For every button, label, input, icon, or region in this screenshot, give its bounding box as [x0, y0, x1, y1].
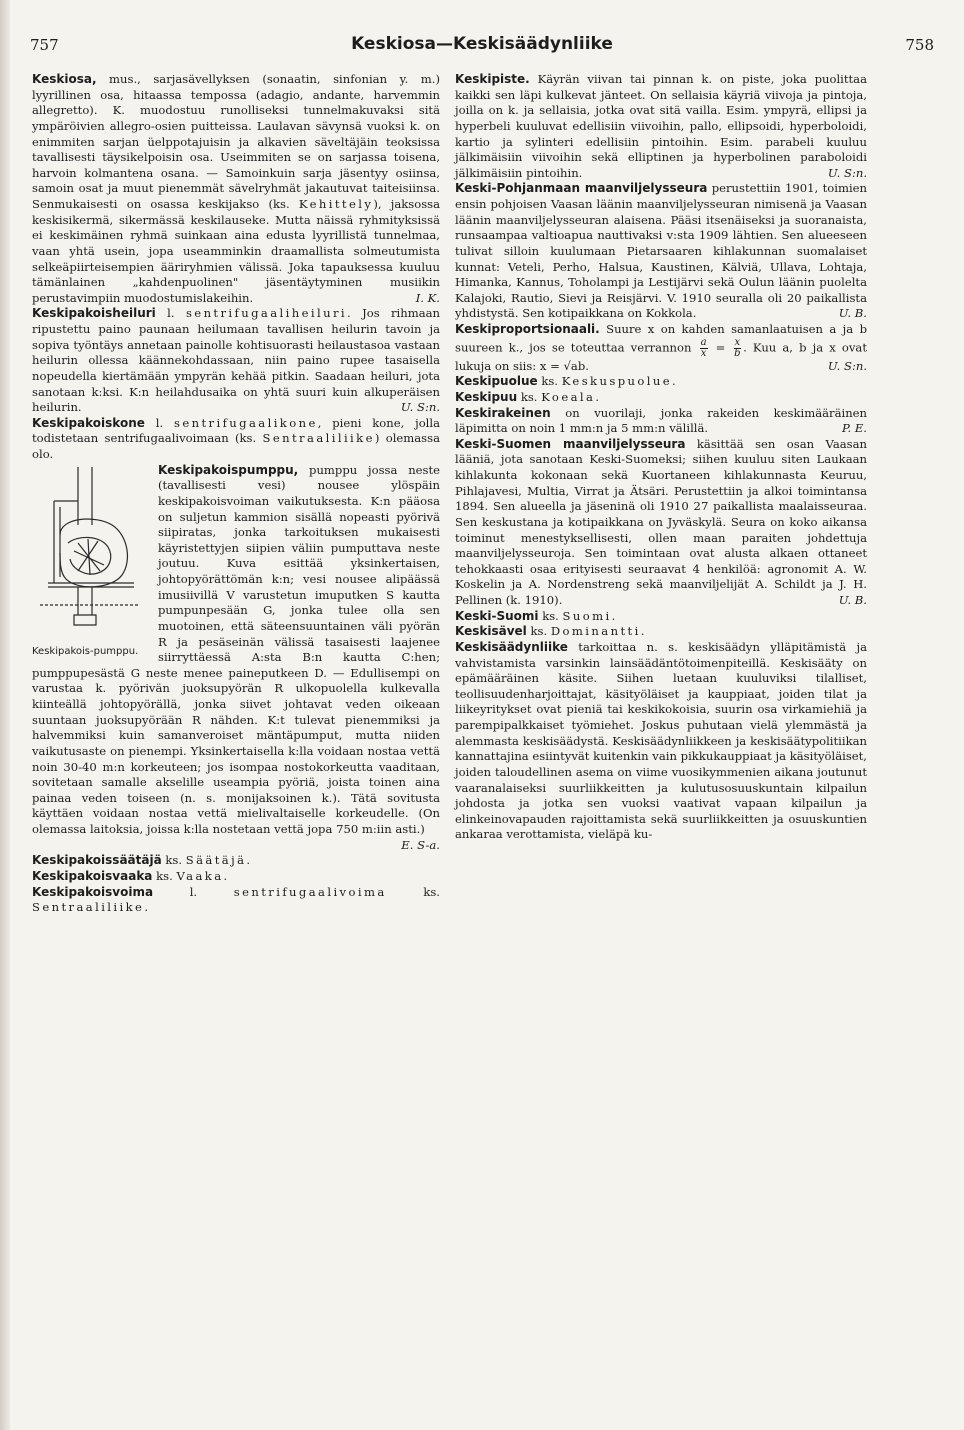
entry-text: l. — [155, 415, 164, 430]
cross-reference: sentrifugaalivoima — [233, 884, 387, 899]
cross-reference: Dominantti — [550, 624, 641, 639]
entry-text: , pieni kone, jolla todistetaan sentrifugaalivoimaan (ks. — [32, 415, 441, 446]
author-signature: P. E. — [842, 421, 867, 436]
author-signature: U. S:n. — [400, 400, 440, 415]
fraction-a-over-x: $\frac{a}{x}$ — [700, 336, 707, 359]
figure-caption: Keskipakois-pumppu. — [32, 645, 139, 657]
entry-text: käsittää sen osan Vaasan lääniä, jota sanotaan Keski-Suomeksi; siihen kuuluu siten Laukaan kihlakunta kokonaan sekä Kuortaneen kihlakunnasta Keuruu, Pihlajavesi, Multia, Virrat ja Ätsäri. Perustettiin ja alkoi toimintansa 1894. Sen alueella ja jäseninä oli 1910 27 paikallista maalaisseuraa. Sen keskustana ja kotipaikkana on Jyväskylä. Seura on koko aikansa toiminut menestyksellisesti, ollen maan paraiten johdettuja maanviljelysseuroja. Sen toimintaan ovat alusta alkaen ottaneet tehokkaasti osaa erityisesti seuraavat 4 henkilöä: agronomit A. W. Koskelin ja A. Nordenstreng sekä maanviljelijät A. Schildt ja J. H. Pellinen (k. 1910). — [455, 436, 868, 607]
author-signature: E. S-a. — [401, 837, 440, 852]
running-title: Keskiosa—Keskisäädynliike — [351, 34, 613, 54]
entry-text: ) olemassa olo. — [32, 431, 440, 461]
page-number-right: 758 — [905, 36, 934, 54]
entry-keskipuolue — [455, 374, 867, 390]
cross-reference: Keskuspuolue — [561, 374, 672, 389]
entry-text: ks. — [156, 868, 173, 883]
entry-text: . Kuu a, b ja x ovat lukuja on siis: x = √ab. — [455, 340, 867, 373]
headword: Keskipakoissäätäjä — [32, 853, 162, 868]
entry-keski-pohjanmaan-maanviljelysseura — [455, 181, 867, 322]
centrifugal-pump-diagram — [38, 465, 142, 643]
cross-reference: Koeala — [541, 389, 596, 404]
entry-keskisaadynliike — [455, 640, 867, 843]
cross-reference: Säätäjä — [185, 853, 247, 868]
entry-text: l. — [189, 884, 198, 899]
entry-text: . — [640, 624, 645, 639]
entry-text: ks. — [542, 608, 559, 623]
cross-reference: sentrifugaaliheiluri — [185, 306, 348, 321]
entry-keski-suomi — [455, 609, 867, 625]
cross-reference: Kehittely — [298, 197, 374, 211]
headword: Keski-Suomi — [455, 608, 539, 623]
entry-keskirakeinen — [455, 406, 867, 437]
headword: Keskipakoisvaaka — [32, 868, 153, 883]
headword: Keskiproportsionaali. — [455, 322, 600, 336]
cross-reference: sentrifugaalikone — [174, 415, 318, 430]
entry-text: ks. — [423, 884, 440, 899]
headword: Keskirakeinen — [455, 405, 551, 420]
headword: Keski-Pohjanmaan maanviljelysseura — [455, 181, 708, 196]
entry-text: . — [223, 868, 228, 883]
author-signature: U. S:n. — [827, 358, 867, 373]
entry-keskiosa — [32, 72, 440, 306]
headword: Keskiosa, — [32, 72, 97, 86]
entry-keskipakoispumppu — [32, 463, 440, 854]
cross-reference: Sentraaliliike — [32, 900, 145, 915]
entry-keskipakoisvoima — [32, 885, 440, 916]
entry-text: . — [672, 374, 676, 389]
entry-keskipuu — [455, 390, 867, 406]
entry-text: tarkoittaa n. s. keskisäädyn ylläpitämistä ja vahvistamista varsinkin lainsäädäntötoimenpiteillä. Keskisääty on epämääräinen käsite. Siihen luetaan kuuluviksi tilalliset, teollisuudenharjoittajat, käsityöläiset ja kauppiaat, joiden tilat ja liikeyritykset ovat pieniä tai keskikokoisia, suurin osa virkamiehiä ja parempipalkkaiset työmiehet. Joskus puhutaan vielä ylemmästä ja alemmasta keskisäädystä. Keskisäädynliikkeen ja keskisäätypolitiikan kannattajina esiintyvät kuitenkin vain pikkukauppiaat ja käsityöläiset, joiden taloudellinen asema on viime vuosikymmenien aikana joutunut vaaranalaiseksi suurliikkeitten ja kulutusosuuskuntain kilpailun johdosta ja jotka sen vuoksi vaativat vapaan kilpailun ja elinkeinovapauden rajoittamista sekä suurliikkeitten ja osuuskuntien ankaraa verottamista, vieläpä ku- — [455, 639, 867, 842]
author-signature: U. B. — [838, 306, 867, 321]
entry-keski-suomen-maanviljelysseura — [455, 437, 867, 609]
pump-figure — [32, 465, 148, 659]
entry-text: pumppu jossa neste (tavallisesti vesi) nousee ylöspäin keskipakoisvoiman vaikutuksesta. K:n pääosa on suljetun kammion sisällä nopeasti pyörivä siipiratas, jonka tarkoituksen mukaisesti käyristettyjen siipien väliin pumputtava neste joutuu. Kuva esittää yksinkertaisen, johtopyörättömän k:n; vesi nousee alipäässä imusiivillä V varustetun imuputken S kautta pumpunpesään G, jonka tulee olla sen muotoinen, että säteensuuntainen väli pyörän R ja pesäseinän välissä tasaisesti laajenee siirryttäessä A:sta B:n kautta C:hen; pumppupesästä G neste menee paineputkeen D. — Edullisempi on varustaa k. pyörivän juoksupyörän R ulkopuolella kulkevalla kiinteällä johtopyörällä, jonka siivet johtavat veden oikeaan suuntaan juoksupyörään R nähden. K:t tulevat pienemmiksi ja halvemmiksi kuin samanveroiset mäntäpumput, mutta niiden vaikutusaste on pienempi. Yksinkertaisella k:lla voidaan nostaa vettä noin 30-40 m:n korkeuteen; jos isompaa nostokorkeutta vaaditaan, sovitetaan samalle akselille useampia pyöriä, joista toinen aina painaa veden toiseen (n. s. monijaksoinen k.). Tätä sovitusta käyttäen voidaan nostaa vettä mielivaltaiselle korkeudelle. (On olemassa laitoksia, joissa k:lla nostetaan vettä jopa 750 m:iin asti.) — [32, 462, 440, 836]
headword: Keskisäädynliike — [455, 639, 568, 654]
entry-keskipakoisvaaka — [32, 869, 440, 885]
entry-keskipakoiskone — [32, 416, 440, 463]
entry-text: . — [595, 389, 599, 404]
cross-reference: Suomi — [562, 608, 612, 623]
cross-reference: Sentraaliliike — [262, 431, 375, 446]
headword: Keskipiste. — [455, 72, 530, 86]
entry-text: Käyrän viivan tai pinnan k. on piste, joka puolittaa kaikki sen läpi kulkevat jänteet. On sellaisia käyriä viivoja ja pintoja, joilla on k. ja sellaisia, jotka ovat sitä vailla. Esim. ympyrä, ellipsi ja hyperbeli kuuluvat edellisiin viivoihin, pallo, ellipsoidi, hyperboloidi, kartio ja sylinteri edellisiin pintoihin. Esim. parabeli kuuluu jälkimäisiin viivoihin sekä elliptinen ja hyperbolinen paraboloidi jälkimäisiin pintoihin. — [455, 72, 868, 180]
headword: Keskipakoisheiluri — [32, 306, 156, 321]
headword: Keskipuu — [455, 389, 518, 404]
author-signature: U. S:n. — [827, 165, 867, 180]
author-signature: I. K. — [415, 290, 440, 305]
cross-reference: Vaaka — [176, 868, 224, 883]
headword: Keskipakoisvoima — [32, 884, 154, 899]
entry-text: ), jaksossa keskisikermä, sikermässä keskilauseke. Mutta näissä ryhmityksissä ei keskimäinen ryhmä suinkaan aina edusta lyyrillistä tunnelmaa, vaan yhtä usein, jopa useamminkin draamallista solmeutumista selkeäpiirteisempien ääriryhmien välissä. Joka tapauksessa kuuluu tämänlainen „kahdenpuolinen" jäsentäytyminen musiikin perustavimpiin muodostumislakeihin. — [32, 197, 441, 305]
entry-text: . Jos rihmaan ripustettu paino paunaan heilumaan tavallisen heilurin tavoin ja sopiva työntäys annetaan painolle kohtisuorasti heilaustasoa vastaan heilurin ollessa käännekohdassaan, niin paino rupee tasaisella nopeudella kiertämään ympyrän kehää pitkin. Saadaan heiluri, jota sanotaan k:ksi. K:n heilahdusaika on yhtä suuri kuin alkuperäisen heilurin. — [32, 306, 441, 415]
entry-text: . — [144, 900, 149, 915]
headword: Keskipakoiskone — [32, 415, 145, 430]
entry-text: ks. — [530, 624, 548, 639]
right-column — [455, 72, 867, 843]
entry-text: . — [611, 608, 616, 623]
running-header — [30, 36, 934, 62]
entry-text: l. — [167, 306, 175, 321]
entry-text: ks. — [165, 853, 183, 868]
entry-text: ks. — [520, 389, 538, 404]
entry-text: on vuorilaji, jonka rakeiden keskimääräinen läpimitta on noin 1 mm:n ja 5 mm:n välillä. — [455, 405, 867, 436]
headword: Keskisävel — [455, 624, 527, 639]
headword: Keski-Suomen maanviljelysseura — [455, 436, 686, 451]
author-signature: U. B. — [838, 593, 867, 607]
entry-keskipiste — [455, 72, 867, 181]
entry-text: . — [246, 853, 251, 868]
entry-keskiproportsionaali: Keskiproportsionaali. Suure x on kahden samanlaatuisen a ja b suureen k., jos se toteuttaa verrannon $\frac{a}{x}$ = $\frac{x}{b}$ . Kuu a, b ja x ovat lukuja on siis: x = √ab. U. S:n. — [455, 322, 867, 373]
entry-keskipakoissaataja — [32, 853, 440, 869]
entry-text: perustettiin 1901, toimien ensin pohjoisen Vaasan läänin maanviljelysseuran nimisenä ja Vaasan läänin maanviljelysseuran alaisena. Pääsi itsenäiseksi ja suoranaista, runsaampaa valtioapua nauttivaksi v:sta 1909 lähtien. Sen alueeseen tulivat silloin kuulumaan Pietarsaaren kihlakunnan suomalaiset kunnat: Veteli, Perho, Halsua, Kaustinen, Kälviä, Ullava, Lohtaja, Himanka, Kannus, Toholampi ja Lestijärvi sekä Oulun läänin puolelta Kalajoki, Rautio, Sievi ja Reisjärvi. V. 1910 seuralla oli 20 paikallista yhdistystä. Sen kotipaikkana on Kokkola. — [455, 181, 867, 321]
entry-text: ks. — [541, 374, 558, 389]
entry-keskipakoisheiluri — [32, 306, 440, 415]
headword: Keskipakoispumppu, — [158, 462, 299, 477]
entry-text: Suure x on kahden samanlaatuisen a ja b suureen k., jos se toteuttaa verrannon — [455, 322, 867, 355]
entry-keskisavel — [455, 624, 867, 640]
left-column — [32, 72, 440, 916]
headword: Keskipuolue — [455, 374, 538, 389]
book-binding-shadow — [0, 0, 10, 1430]
entry-text: mus., sarjasävellyksen (sonaatin, sinfonian y. m.) lyyrillinen osa, hitaassa tempossa (adagio, andante, harvemmin allegretto). K. muodostuu runolliseksi tunnelmakuvaksi sitä ympäröivien allegro-osien puitteissa. Laulavan sävynsä vuoksi k. on enimmiten sarjan üelppotajuisin ja alkavien säveltäjäin teoksissa tavallisesti täysikelpoisin osa. Useimmiten se on sarjassa toisena, harvoin kolmantena osana. — Samoinkuin sarja jäsentyy osiinsa, samoin osat ja muut pienemmät sävelryhmät jakautuvat taiteisiinsa. Senmukaisesti on osassa keskijakso (ks. — [32, 72, 440, 211]
page-number-left: 757 — [30, 36, 59, 54]
fraction-x-over-b: $\frac{x}{b}$ — [734, 336, 741, 359]
